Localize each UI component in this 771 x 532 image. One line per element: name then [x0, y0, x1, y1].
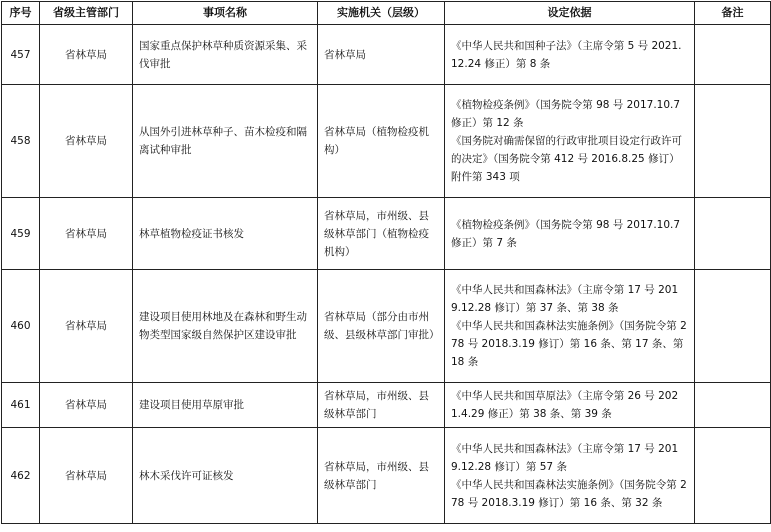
header-row [2, 2, 771, 25]
row-dept: 省林草局 [40, 270, 133, 383]
row-item: 建设项目使用草原审批 [133, 383, 318, 428]
row-item: 林木采伐许可证核发 [133, 428, 318, 524]
table-row [2, 270, 771, 383]
row-note [695, 428, 771, 524]
basis-line: 《中华人民共和国种子法》（主席令第 5 号 2021.12.24 修正）第 8 条 [451, 39, 682, 70]
row-dept: 省林草局 [40, 428, 133, 524]
basis-line: 《中华人民共和国森林法》（主席令第 17 号 2019.12.28 修订）第 57 条 [451, 442, 679, 473]
row-dept: 省林草局 [40, 198, 133, 270]
row-basis [445, 198, 695, 270]
row-dept: 省林草局 [40, 25, 133, 85]
basis-line: 《植物检疫条例》（国务院令第 98 号 2017.10.7 修正）第 12 条 [451, 99, 681, 129]
table-row [2, 198, 771, 270]
header-no: 序号 [2, 2, 40, 25]
basis-line: 《中华人民共和国森林法实施条例》（国务院令第 278 号 2018.3.19 修订）第 16 条、第 17 条、第 18 条 [451, 320, 687, 368]
row-note [695, 85, 771, 198]
basis-line: 《植物检疫条例》（国务院令第 98 号 2017.10.7 修正）第 7 条 [451, 218, 681, 249]
basis-line: 《中华人民共和国草原法》（主席令第 26 号 2021.4.29 修正）第 38 条、第 39 条 [451, 390, 679, 420]
approval-items-table [1, 1, 771, 524]
row-basis [445, 85, 695, 198]
table-row [2, 25, 771, 85]
row-item: 从国外引进林草种子、苗木检疫和隔离试种审批 [133, 85, 318, 198]
header-item: 事项名称 [133, 2, 318, 25]
row-no: 459 [2, 198, 40, 270]
row-agency: 省林草局，市州级、县级林草部门 [318, 383, 445, 428]
header-dept: 省级主管部门 [40, 2, 133, 25]
basis-line: 《国务院对确需保留的行政审批项目设定行政许可的决定》（国务院令第 412 号 2016.8.25 修订）附件第 343 项 [451, 135, 682, 183]
row-agency: 省林草局（植物检疫机构） [318, 85, 445, 198]
row-basis [445, 25, 695, 85]
row-note [695, 25, 771, 85]
row-dept: 省林草局 [40, 383, 133, 428]
row-agency: 省林草局，市州级、县级林草部门（植物检疫机构） [318, 198, 445, 270]
header-note: 备注 [695, 2, 771, 25]
row-no: 460 [2, 270, 40, 383]
header-basis: 设定依据 [445, 2, 695, 25]
row-agency: 省林草局，市州级、县级林草部门 [318, 428, 445, 524]
basis-line: 《中华人民共和国森林法实施条例》（国务院令第 278 号 2018.3.19 修订）第 16 条、第 32 条 [451, 478, 687, 509]
row-note [695, 383, 771, 428]
row-no: 458 [2, 85, 40, 198]
header-agency: 实施机关（层级） [318, 2, 445, 25]
row-no: 462 [2, 428, 40, 524]
row-basis [445, 270, 695, 383]
row-note [695, 270, 771, 383]
row-dept: 省林草局 [40, 85, 133, 198]
row-agency: 省林草局 [318, 25, 445, 85]
table-row [2, 383, 771, 428]
row-note [695, 198, 771, 270]
row-no: 457 [2, 25, 40, 85]
row-no: 461 [2, 383, 40, 428]
row-item: 林草植物检疫证书核发 [133, 198, 318, 270]
table-row [2, 85, 771, 198]
basis-line: 《中华人民共和国森林法》（主席令第 17 号 2019.12.28 修订）第 37 条、第 38 条 [451, 284, 679, 314]
row-item: 国家重点保护林草种质资源采集、采伐审批 [133, 25, 318, 85]
row-basis [445, 383, 695, 428]
row-basis [445, 428, 695, 524]
row-agency: 省林草局（部分由市州级、县级林草部门审批） [318, 270, 445, 383]
table-row [2, 428, 771, 524]
row-item: 建设项目使用林地及在森林和野生动物类型国家级自然保护区建设审批 [133, 270, 318, 383]
